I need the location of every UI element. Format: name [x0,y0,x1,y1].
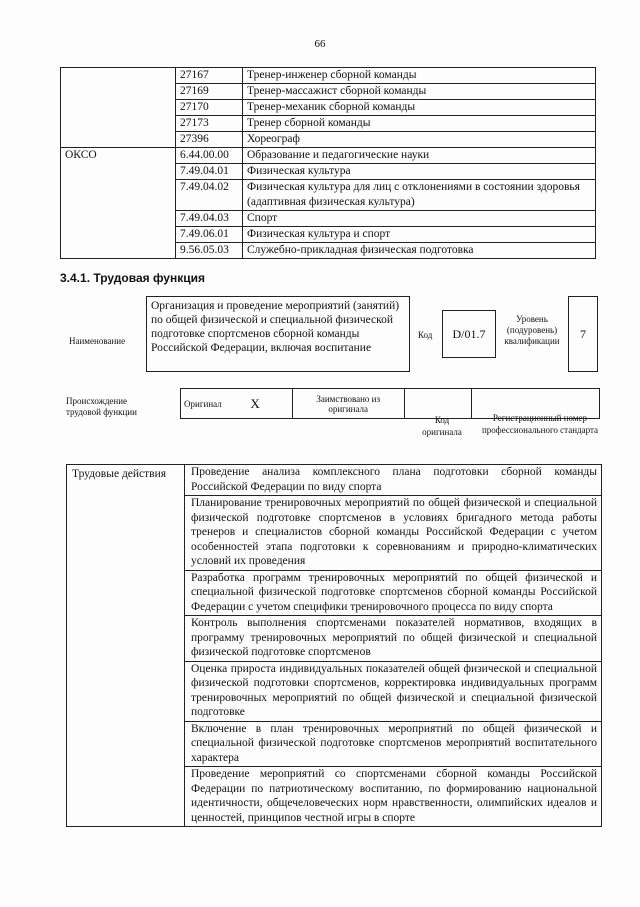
classifier-name: Тренер сборной команды [243,116,596,132]
level-label: Уровень (подуровень) квалификации [504,314,560,346]
labor-action-text: Включение в план тренировочных мероприятий по общей физической и специальной физической подготовке спортсменов мероприятий воспитательного характера [185,721,602,767]
labor-action-text: Контроль выполнения спортсменами показателей нормативов, входящих в программу тренировочных мероприятий по общей физической и специальной физической подготовке спортсменов [185,616,602,662]
classifier-name: Физическая культура и спорт [243,227,596,243]
classifier-name: Спорт [243,211,596,227]
labor-actions-table [66,464,602,827]
classifier-name: Образование и педагогические науки [243,148,596,164]
classifier-name: Тренер-механик сборной команды [243,100,596,116]
classifier-code: 27170 [176,100,243,116]
classifier-group: ОКСО [61,148,176,259]
labor-action-row [67,465,602,496]
classifier-name: Тренер-массажист сборной команды [243,84,596,100]
classifier-row [61,68,596,84]
labor-action-text: Проведение анализа комплексного плана подготовки сборной команды Российской Федерации по виду спорта [185,465,602,496]
classifier-row [61,148,596,164]
classifier-name: Служебно-прикладная физическая подготовка [243,243,596,259]
classifier-code: 27169 [176,84,243,100]
classifier-code: 7.49.04.02 [176,180,243,211]
function-name: Организация и проведение мероприятий (занятий) по общей физической и специальной физической подготовке спортсменов сборной команды Российской Федерации, включая воспитание [146,296,410,372]
classifier-code: 7.49.04.03 [176,211,243,227]
classifier-group [61,68,176,148]
page-number: 66 [314,38,326,50]
classifier-code: 27396 [176,132,243,148]
function-code: D/01.7 [442,310,496,358]
classifier-name: Физическая культура [243,164,596,180]
code-label: Код [418,330,433,340]
classifier-table [60,67,596,259]
classifier-name: Тренер-инженер сборной команды [243,68,596,84]
classifier-code: 6.44.00.00 [176,148,243,164]
labor-action-text: Проведение мероприятий со спортсменами сборной команды Российской Федерации по патриотическому воспитанию, по формированию национальной идентичности, общечеловеческих норм нравственности, олимпийских идеалов и ценностей, принципов честной игры в спорте [185,767,602,827]
labor-action-text: Разработка программ тренировочных мероприятий по общей физической и специальной физической подготовке спортсменов сборной команды Российской Федерации с учетом специфики тренировочного процесса по виду спорта [185,570,602,616]
classifier-code: 27167 [176,68,243,84]
labor-action-text: Планирование тренировочных мероприятий по общей физической и специальной физической подготовке спортсменов в условиях бригадного метода работы тренеров и специалистов сборной команды Российской Федерации с учетом особенностей этапа подготовки к соревнованиям и природно-климатических условий их проведения [185,496,602,571]
code-original-label [404,414,480,438]
classifier-code: 9.56.05.03 [176,243,243,259]
classifier-code: 7.49.06.01 [176,227,243,243]
section-title: 3.4.1. Трудовая функция [60,271,205,285]
classifier-code: 7.49.04.01 [176,164,243,180]
classifier-name: Хореограф [243,132,596,148]
qualification-level: 7 [568,296,598,372]
borrowed-label: Заимствовано из оригинала [292,389,404,419]
code-original-label-text: Код оригинала [422,415,462,437]
labor-actions-header: Трудовые действия [67,465,185,827]
origin-label [66,396,158,418]
labor-action-text: Оценка прироста индивидуальных показателей общей физической и специальной физической подготовки спортсменов, корректировка индивидуальных программ тренировочных мероприятий по общей физической и специальной физической подготовке [185,661,602,721]
original-label: Оригинал [181,389,248,419]
origin-label-text: Происхождение трудовой функции [66,396,137,417]
reg-number-label: Регистрационный номер профессионального стандарта [481,413,599,435]
name-label: Наименование [69,336,126,346]
classifier-code: 27173 [176,116,243,132]
classifier-name: Физическая культура для лиц с отклонениями в состоянии здоровья (адаптивная физическая культура) [243,180,596,211]
original-mark: X [247,389,292,419]
